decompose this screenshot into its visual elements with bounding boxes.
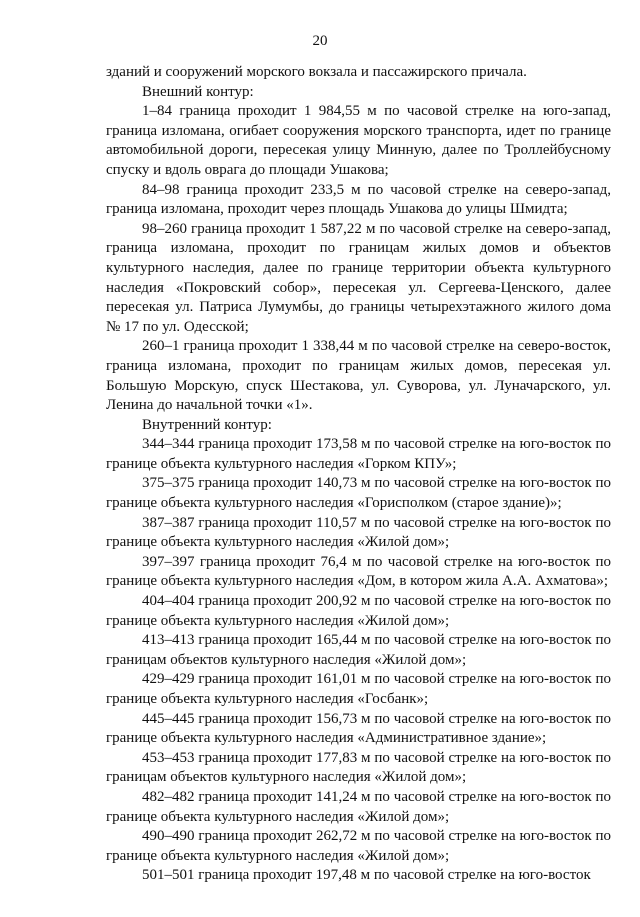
boundary-segment: 445–445 граница проходит 156,73 м по часовой стрелке на юго-восток по границе объекта культурного наследия «Административное здание»; bbox=[106, 710, 611, 747]
boundary-segment: 1–84 граница проходит 1 984,55 м по часовой стрелке на юго-запад, граница изломана, огибает сооружения морского транспорта, идет по границе автомобильной дороги, пересекая улицу Минную, далее по Троллейбусному спуску и вдоль оврага до площади Ушакова; bbox=[106, 103, 611, 178]
heading-inner-contour: Внутренний контур: bbox=[142, 416, 272, 433]
boundary-segment: 84–98 граница проходит 233,5 м по часовой стрелке на северо-запад, граница изломана, проходит через площадь Ушакова до улицы Шмидта; bbox=[106, 181, 611, 218]
page-number: 20 bbox=[312, 33, 328, 49]
boundary-segment: 429–429 граница проходит 161,01 м по часовой стрелке на юго-восток по границе объекта культурного наследия «Госбанк»; bbox=[106, 671, 611, 707]
boundary-segment: 397–397 граница проходит 76,4 м по часовой стрелке на юго-восток по границе объекта культурного наследия «Дом, в котором жила А.А. Ахматова»; bbox=[106, 553, 611, 590]
boundary-segment: 387–387 граница проходит 110,57 м по часовой стрелке на юго-восток по границе объекта культурного наследия «Жилой дом»; bbox=[106, 514, 611, 551]
boundary-segment: 413–413 граница проходит 165,44 м по часовой стрелке на юго-восток по границам объектов культурного наследия «Жилой дом»; bbox=[106, 632, 611, 668]
boundary-segment: 260–1 граница проходит 1 338,44 м по часовой стрелке на северо-восток, граница изломана, проходит по границам жилых домов, пересекая ул. Большую Морскую, спуск Шестакова, ул. Суворова, ул. Луначарского, ул. Ленина до начальной точки «1». bbox=[106, 338, 611, 414]
boundary-segment: 501–501 граница проходит 197,48 м по часовой стрелке на юго-восток bbox=[142, 867, 591, 884]
document-body bbox=[106, 63, 611, 886]
boundary-segment: 375–375 граница проходит 140,73 м по часовой стрелке на юго-восток по границе объекта культурного наследия «Горисполком (старое здание)»; bbox=[106, 475, 611, 512]
boundary-segment: 490–490 граница проходит 262,72 м по часовой стрелке на юго-восток по границе объекта культурного наследия «Жилой дом»; bbox=[106, 828, 611, 864]
boundary-segment: 482–482 граница проходит 141,24 м по часовой стрелке на юго-восток по границе объекта культурного наследия «Жилой дом»; bbox=[106, 788, 611, 825]
boundary-segment: 98–260 граница проходит 1 587,22 м по часовой стрелке на северо-запад, граница изломана, проходит по границам жилых домов и объектов культурного наследия, далее по границе территории объекта культурного наследия «Покровский собор», пересекая ул. Сергеева-Ценского, далее пересекая ул. Патриса Лумумбы, до границы четырехэтажного жилого дома № 17 по ул. Одесской; bbox=[106, 220, 611, 335]
boundary-segment: 453–453 граница проходит 177,83 м по часовой стрелке на юго-восток по границам объектов культурного наследия «Жилой дом»; bbox=[106, 749, 611, 786]
heading-outer-contour: Внешний контур: bbox=[142, 83, 254, 100]
paragraph-intro: зданий и сооружений морского вокзала и пассажирского причала. bbox=[106, 64, 527, 80]
boundary-segment: 344–344 граница проходит 173,58 м по часовой стрелке на юго-восток по границе объекта культурного наследия «Горком КПУ»; bbox=[106, 436, 611, 472]
boundary-segment: 404–404 граница проходит 200,92 м по часовой стрелке на юго-восток по границе объекта культурного наследия «Жилой дом»; bbox=[106, 593, 611, 629]
